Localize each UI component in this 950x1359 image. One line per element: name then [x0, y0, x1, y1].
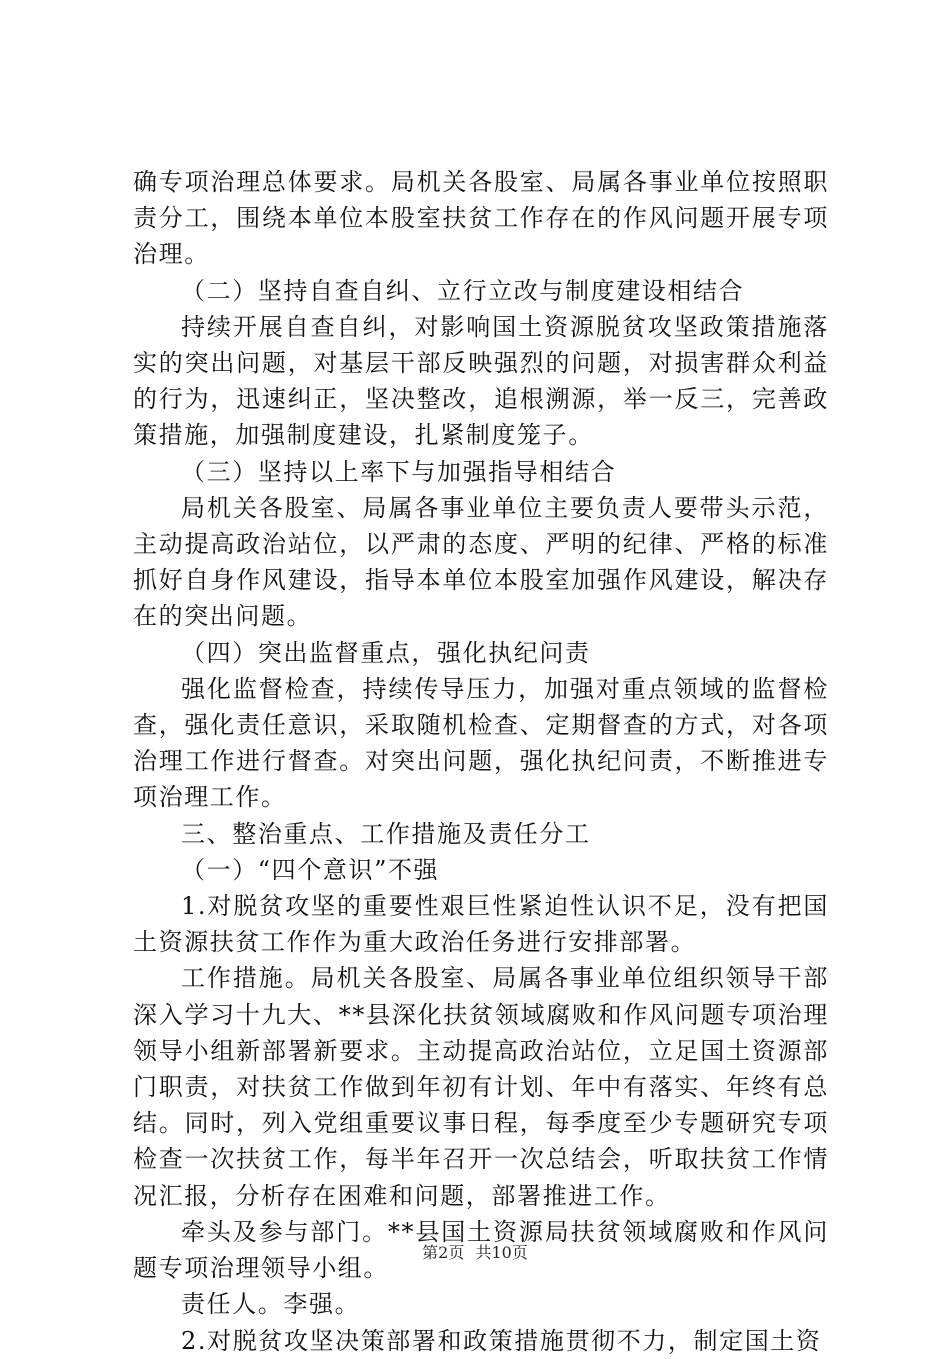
page-number: 第2页	[422, 1243, 465, 1262]
paragraph: 强化监督检查，持续传导压力，加强对重点领域的监督检查，强化责任意识，采取随机检查、定期督查的方式，对各项治理工作进行督查。对突出问题，强化执纪问责，不断推进专项治理工作。	[133, 674, 829, 812]
section-heading-2: （二）坚持自查自纠、立行立改与制度建设相结合	[181, 276, 745, 305]
section-heading-3: （三）坚持以上率下与加强指导相结合	[181, 457, 617, 486]
paragraph: 局机关各股室、局属各事业单位主要负责人要带头示范，主动提高政治站位，以严肃的态度、严明的纪律、严格的标准抓好自身作风建设，指导本单位本股室加强作风建设，解决存在的突出问题。	[133, 493, 829, 631]
paragraph-continuation: 确专项治理总体要求。局机关各股室、局属各事业单位按照职责分工，围绕本单位本股室扶贫工作存在的作风问题开展专项治理。	[133, 168, 829, 269]
subsection-heading-1: （一）“四个意识”不强	[181, 855, 440, 884]
numbered-item-2: 2.对脱贫攻坚决策部署和政策措施贯彻不力，制定国土资	[181, 1326, 822, 1355]
numbered-item-1: 1.对脱贫攻坚的重要性艰巨性紧迫性认识不足，没有把国土资源扶贫工作作为重大政治任务进行安排部署。	[133, 892, 829, 957]
paragraph-work-measures: 工作措施。局机关各股室、局属各事业单位组织领导干部深入学习十九大、**县深化扶贫领域腐败和作风问题专项治理领导小组新部署新要求。主动提高政治站位，立足国土资源部门职责，对扶贫工作做到年初有计划、年中有落实、年终有总结。同时，列入党组重要议事日程，每季度至少专题研究专项检查一次扶贫工作，每半年召开一次总结会，听取扶贫工作情况汇报，分析存在困难和问题，部署推进工作。	[133, 964, 829, 1210]
paragraph: 持续开展自查自纠，对影响国土资源脱贫攻坚政策措施落实的突出问题，对基层干部反映强烈的问题，对损害群众利益的行为，迅速纠正，坚决整改，追根溯源，举一反三，完善政策措施，加强制度建设，扎紧制度笼子。	[133, 312, 829, 450]
document-body	[133, 164, 829, 1359]
page-total: 共10页	[475, 1243, 528, 1262]
page-footer	[0, 1243, 950, 1263]
paragraph-responsible-person: 责任人。李强。	[181, 1290, 361, 1319]
chapter-heading-3: 三、整治重点、工作措施及责任分工	[181, 819, 591, 848]
section-heading-4: （四）突出监督重点，强化执纪问责	[181, 638, 591, 667]
paragraph-lead-departments: 牵头及参与部门。**县国土资源局扶贫领域腐败和作风问题专项治理领导小组。	[133, 1217, 829, 1283]
